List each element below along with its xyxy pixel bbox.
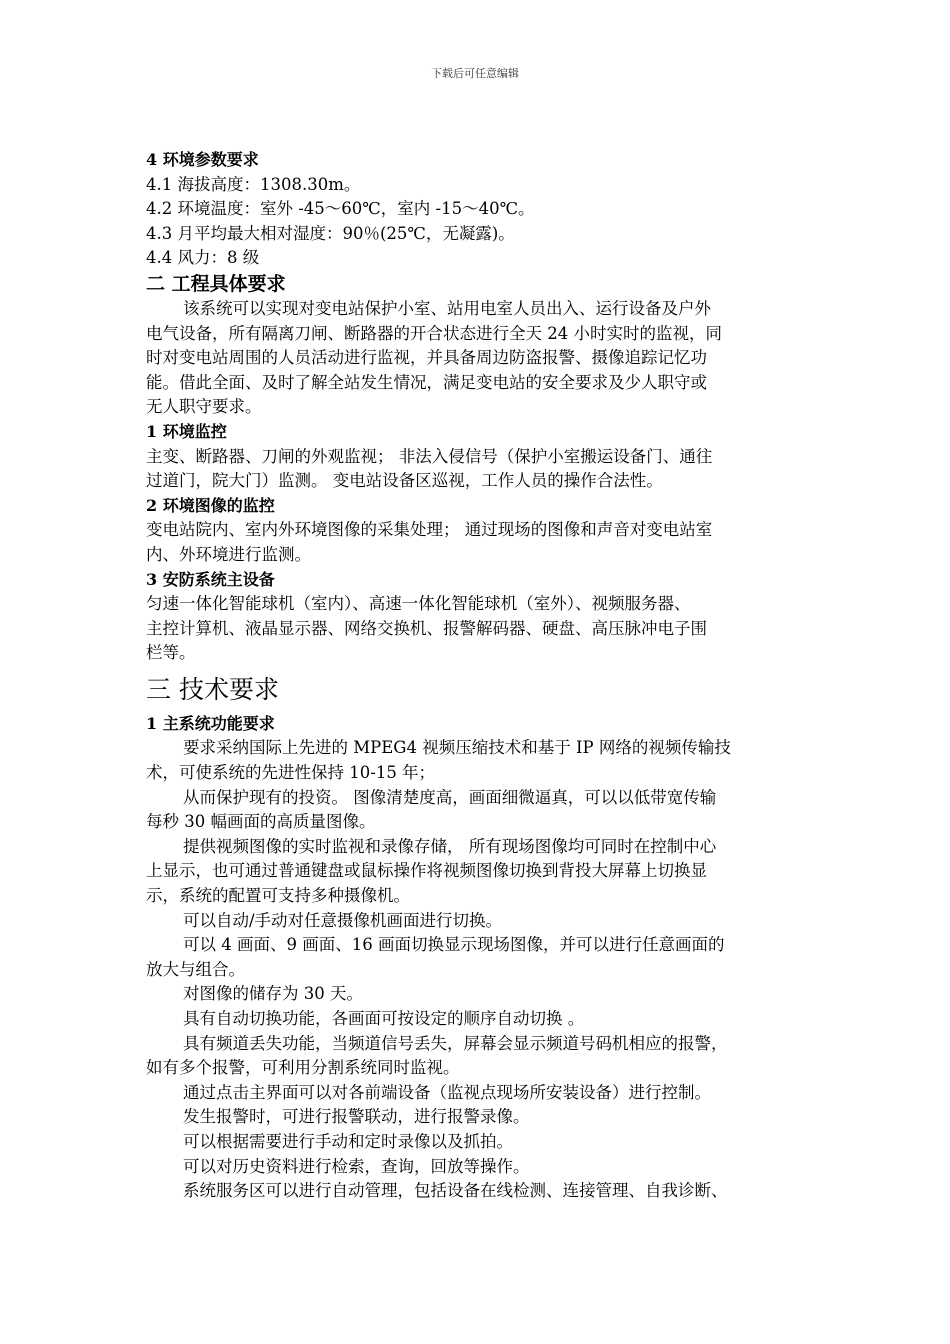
part-2-heading: 二 工程具体要求 <box>146 272 286 295</box>
paragraph-line: 具有自动切换功能，各画面可按设定的顺序自动切换 。 <box>183 1009 585 1028</box>
main-system-requirements-heading: 1 主系统功能要求 <box>146 713 275 733</box>
altitude-line: 4.1 海拔高度：1308.30m。 <box>146 174 361 194</box>
paragraph-line: 匀速一体化智能球机（室内）、高速一体化智能球机（室外）、视频服务器、 <box>146 594 691 614</box>
paragraph-line: 每秒 30 幅画面的高质量图像。 <box>146 812 376 832</box>
part-2-intro-paragraph <box>146 297 810 420</box>
paragraph-line: 可以对历史资料进行检索，查询，回放等操作。 <box>183 1156 530 1176</box>
paragraph-line: 发生报警时，可进行报警联动，进行报警录像。 <box>183 1107 530 1127</box>
paragraph-line: 电气设备，所有隔离刀闸、断路器的开合状态进行全天 24 小时实时的监视，同 <box>146 323 722 343</box>
requirement-paragraph <box>146 1105 810 1130</box>
requirement-paragraph <box>146 835 810 909</box>
paragraph-line: 通过点击主界面可以对各前端设备（监视点现场所安装设备）进行控制。 <box>183 1082 711 1102</box>
paragraph-line: 栏等。 <box>146 643 196 663</box>
paragraph-line: 该系统可以实现对变电站保护小室、站用电室人员出入、运行设备及户外 <box>183 298 711 318</box>
paragraph-line: 从而保护现有的投资。 图像清楚度高，画面细微逼真，可以以低带宽传输 <box>183 787 717 807</box>
requirement-paragraph <box>146 1179 810 1204</box>
paragraph-line: 变电站院内、室内外环境图像的采集处理； 通过现场的图像和声音对变电站室 <box>146 520 713 540</box>
paragraph-line: 可以根据需要进行手动和定时录像以及抓拍。 <box>183 1131 513 1151</box>
paragraph-line: 可以 4 画面、9 画面、16 画面切换显示现场图像，并可以进行任意画面的 <box>183 935 725 955</box>
paragraph-line: 上显示，也可通过普通键盘或鼠标操作将视频图像切换到背投大屏幕上切换显 <box>146 861 707 881</box>
paragraph-line: 具有频道丢失功能，当频道信号丢失，屏幕会显示频道号码机相应的报警， <box>183 1033 728 1053</box>
paragraph-line: 过道门，院大门）监测。 变电站设备区巡视，工作人员的操作合法性。 <box>146 471 663 491</box>
section-4-heading: 4 环境参数要求 <box>146 150 259 169</box>
paragraph-line: 主控计算机、液晶显示器、网络交换机、报警解码器、硬盘、高压脉冲电子围 <box>146 618 707 638</box>
paragraph-line: 可以自动/手动对任意摄像机画面进行切换。 <box>183 910 503 930</box>
paragraph-line: 示，系统的配置可支持多种摄像机。 <box>146 886 410 906</box>
security-equipment-heading: 3 安防系统主设备 <box>146 569 275 589</box>
requirement-paragraph <box>146 736 810 785</box>
paragraph-line: 提供视频图像的实时监视和录像存储， 所有现场图像均可同时在控制中心 <box>183 836 717 856</box>
env-image-monitoring-heading: 2 环境图像的监控 <box>146 495 275 515</box>
humidity-line: 4.3 月平均最大相对湿度：90％(25℃，无凝露)。 <box>146 223 515 243</box>
paragraph-line: 对图像的储存为 30 天。 <box>183 984 363 1004</box>
paragraph-line: 时对变电站周围的人员活动进行监视，并具备周边防盗报警、摄像追踪记忆功 <box>146 348 707 368</box>
requirement-paragraph <box>146 1007 810 1032</box>
document-body <box>146 148 810 1204</box>
requirement-paragraph <box>146 909 810 934</box>
paragraph-line: 放大与组合。 <box>146 959 245 979</box>
requirement-paragraph <box>146 1155 810 1180</box>
paragraph-line: 如有多个报警，可利用分割系统同时监视。 <box>146 1058 460 1078</box>
part-3-heading: 三 技术要求 <box>146 674 279 704</box>
paragraph-line: 术，可使系统的先进性保持 10-15 年； <box>146 763 436 783</box>
wind-line: 4.4 风力：8 级 <box>146 248 260 268</box>
paragraph-line: 系统服务区可以进行自动管理，包括设备在线检测、连接管理、自我诊断、 <box>183 1181 728 1201</box>
requirement-paragraph <box>146 1032 810 1081</box>
requirement-paragraph <box>146 786 810 835</box>
page-header-note: 下载后可任意编辑 <box>431 67 519 80</box>
requirement-paragraph <box>146 1130 810 1155</box>
paragraph-line: 内、外环境进行监测。 <box>146 544 311 564</box>
paragraph-line: 无人职守要求。 <box>146 397 262 417</box>
requirement-paragraph <box>146 1081 810 1106</box>
paragraph-line: 主变、断路器、刀闸的外观监视； 非法入侵信号（保护小室搬运设备门、通往 <box>146 446 713 466</box>
paragraph-line: 能。借此全面、及时了解全站发生情况，满足变电站的安全要求及少人职守或 <box>146 372 707 392</box>
temperature-line: 4.2 环境温度：室外 -45～60℃，室内 -15～40℃。 <box>146 199 535 219</box>
requirement-paragraph <box>146 933 810 982</box>
env-monitoring-heading: 1 环境监控 <box>146 421 227 441</box>
requirement-paragraph <box>146 982 810 1007</box>
paragraph-line: 要求采纳国际上先进的 MPEG4 视频压缩技术和基于 IP 网络的视频传输技 <box>183 738 731 758</box>
